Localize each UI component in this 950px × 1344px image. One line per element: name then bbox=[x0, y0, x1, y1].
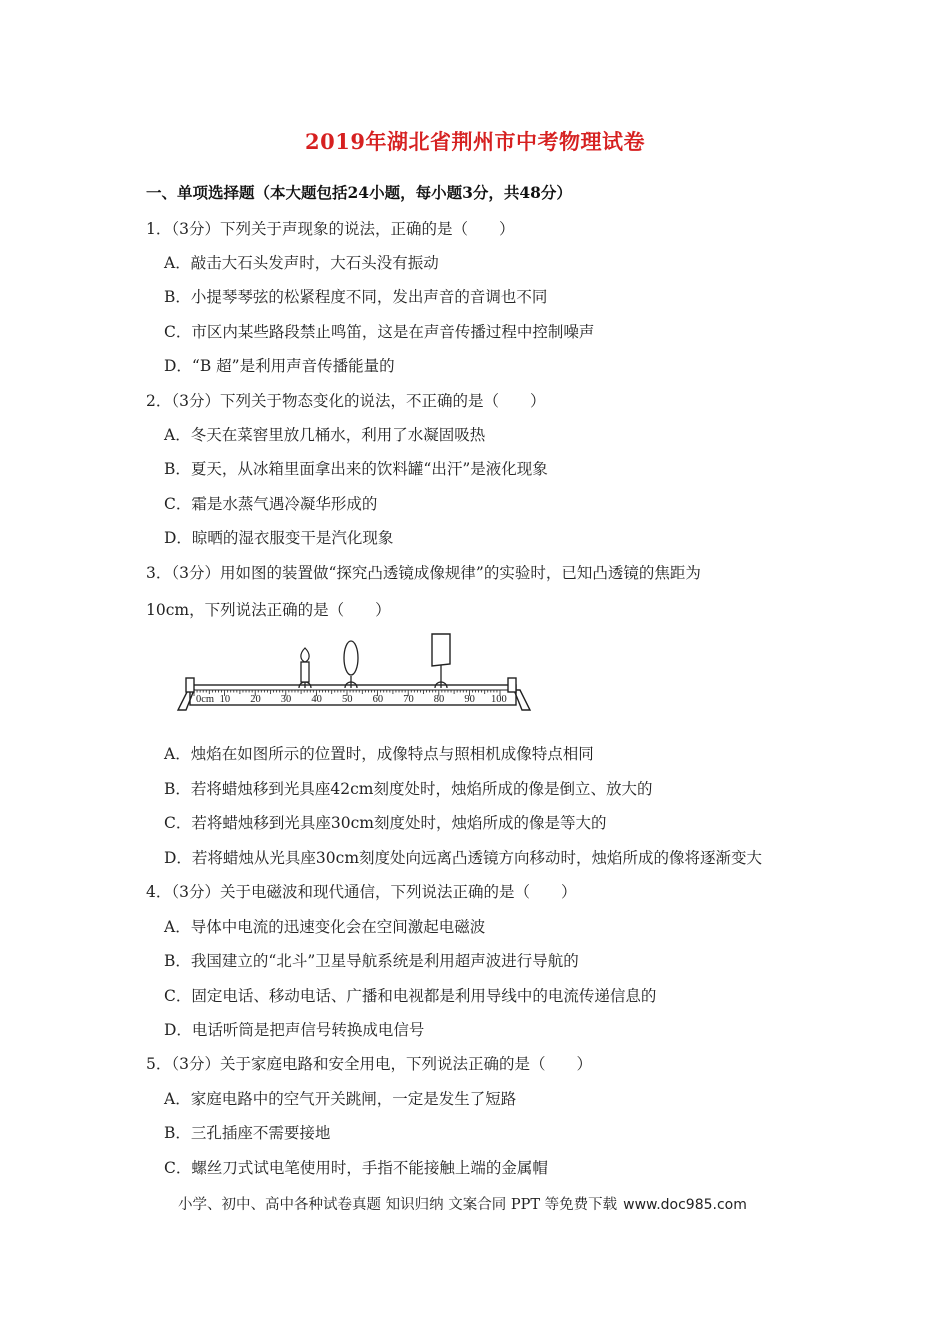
question-2-option-c: C．霜是水蒸气遇冷凝华形成的 bbox=[164, 495, 378, 513]
question-1-stem: 1．（3分）下列关于声现象的说法，正确的是（ ） bbox=[146, 220, 515, 238]
question-4-option-b: B．我国建立的“北斗”卫星导航系统是利用超声波进行导航的 bbox=[164, 952, 579, 970]
question-4-option-d: D．电话听筒是把声信号转换成电信号 bbox=[164, 1021, 425, 1039]
scale-tick-label: 70 bbox=[403, 694, 414, 705]
question-3-option-a: A．烛焰在如图所示的位置时，成像特点与照相机成像特点相同 bbox=[164, 745, 594, 763]
light-screen bbox=[432, 634, 450, 666]
scale-tick-label: 100 bbox=[491, 694, 507, 705]
scale-tick-label: 10 bbox=[219, 694, 231, 705]
scale-tick-label: 60 bbox=[372, 694, 384, 705]
scale-tick-label: 80 bbox=[433, 694, 445, 705]
question-5-stem: 5．（3分）关于家庭电路和安全用电，下列说法正确的是（ ） bbox=[146, 1055, 592, 1073]
question-3-option-c: C．若将蜡烛移到光具座30cm刻度处时，烛焰所成的像是等大的 bbox=[164, 814, 607, 832]
question-1-option-b: B．小提琴琴弦的松紧程度不同，发出声音的音调也不同 bbox=[164, 288, 548, 306]
left-end-block bbox=[186, 678, 194, 692]
candle bbox=[301, 662, 309, 682]
question-4-option-c: C．固定电话、移动电话、广播和电视都是利用导线中的电流传递信息的 bbox=[164, 987, 657, 1005]
right-end-block bbox=[508, 678, 516, 692]
question-5-option-a: A．家庭电路中的空气开关跳闸，一定是发生了短路 bbox=[164, 1090, 517, 1108]
section-heading: 一、单项选择题（本大题包括24小题，每小题3分，共48分） bbox=[146, 183, 572, 202]
footer-url[interactable]: www.doc985.com bbox=[623, 1197, 747, 1213]
question-4-option-a: A．导体中电流的迅速变化会在空间激起电磁波 bbox=[164, 918, 486, 936]
scale-unit-label: 0cm bbox=[196, 694, 215, 705]
page-footer bbox=[178, 1193, 747, 1214]
question-2-option-d: D．晾晒的湿衣服变干是汽化现象 bbox=[164, 529, 394, 547]
scale-tick-label: 40 bbox=[311, 694, 322, 705]
footer-text: 小学、初中、高中各种试卷真题 知识归纳 文案合同 PPT 等免费下载 bbox=[178, 1197, 618, 1213]
question-1-option-d: D．“B 超”是利用声音传播能量的 bbox=[164, 357, 395, 375]
question-1-option-c: C．市区内某些路段禁止鸣笛，这是在声音传播过程中控制噪声 bbox=[164, 323, 595, 341]
question-3-stem-line-2: 10cm，下列说法正确的是（ ） bbox=[146, 601, 391, 619]
question-2-option-a: A．冬天在菜窖里放几桶水，利用了水凝固吸热 bbox=[164, 426, 486, 444]
question-3-option-d: D．若将蜡烛从光具座30cm刻度处向远离凸透镜方向移动时，烛焰所成的像将逐渐变大 bbox=[164, 849, 763, 867]
scale-tick-label: 20 bbox=[250, 694, 261, 705]
scale-tick-label: 90 bbox=[464, 694, 475, 705]
convex-lens bbox=[344, 641, 358, 675]
question-2-option-b: B．夏天，从冰箱里面拿出来的饮料罐“出汗”是液化现象 bbox=[164, 460, 548, 478]
question-1-option-a: A．敲击大石头发声时，大石头没有振动 bbox=[164, 254, 439, 272]
question-3-stem-line-1: 3．（3分）用如图的装置做“探究凸透镜成像规律”的实验时，已知凸透镜的焦距为 bbox=[146, 564, 701, 582]
scale-tick-label: 30 bbox=[280, 694, 292, 705]
question-4-stem: 4．（3分）关于电磁波和现代通信，下列说法正确的是（ ） bbox=[146, 883, 577, 901]
left-stand bbox=[178, 690, 194, 710]
candle-flame bbox=[301, 648, 309, 662]
optical-bench-figure bbox=[168, 630, 538, 720]
question-2-stem: 2．（3分）下列关于物态变化的说法，不正确的是（ ） bbox=[146, 392, 546, 410]
question-5-option-c: C．螺丝刀式试电笔使用时，手指不能接触上端的金属帽 bbox=[164, 1159, 548, 1177]
exam-title: 2019年湖北省荆州市中考物理试卷 bbox=[305, 129, 645, 154]
question-3-option-b: B．若将蜡烛移到光具座42cm刻度处时，烛焰所成的像是倒立、放大的 bbox=[164, 780, 653, 798]
scale-tick-label: 50 bbox=[342, 694, 353, 705]
scale-tick-labels bbox=[220, 694, 507, 705]
question-5-option-b: B．三孔插座不需要接地 bbox=[164, 1124, 331, 1142]
